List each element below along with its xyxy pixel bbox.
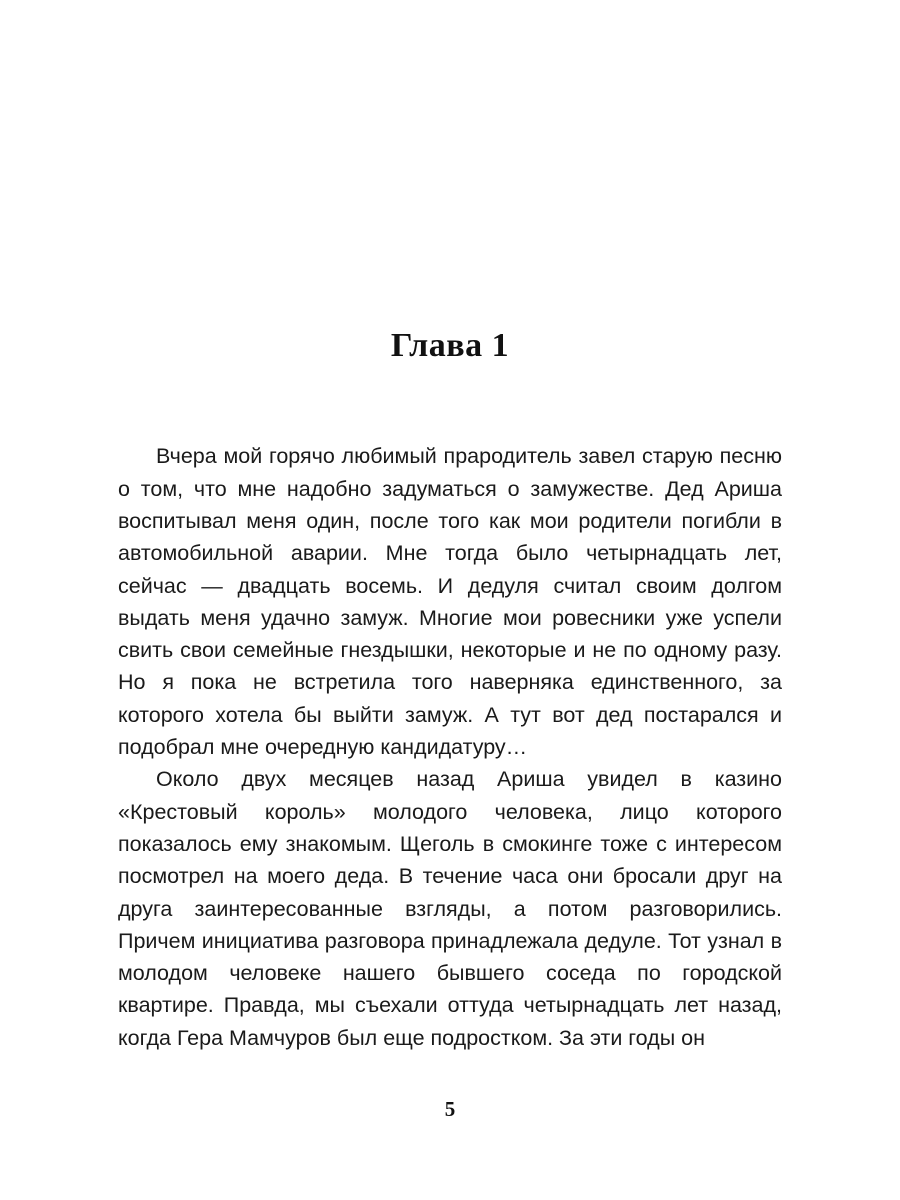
paragraph: Вчера мой горячо любимый прародитель завел старую песню о том, что мне надобно задуматься о замужестве. Дед Ариша воспитывал меня один, после того как мои родители погибли в автомобильной аварии. Мне тогда было четырнадцать лет, сейчас — двадцать восемь. И дедуля считал своим долгом выдать меня удачно замуж. Многие мои ровесники уже успели свить свои семейные гнездышки, некоторые и не по одному разу. Но я пока не встретила того наверняка единственного, за которого хотела бы выйти замуж. А тут вот дед постарался и подобрал мне очередную кандидатуру…	[118, 444, 782, 760]
page-number: 5	[444, 1097, 456, 1121]
paragraph-block	[118, 763, 782, 1054]
page-content	[118, 0, 782, 1200]
chapter-title: Глава 1	[390, 327, 510, 364]
paragraph-block	[118, 440, 782, 763]
paragraph: Около двух месяцев назад Ариша увидел в казино «Крестовый король» молодого человека, лицо которого показалось ему знакомым. Щеголь в смокинге тоже с интересом посмотрел на моего деда. В течение часа они бросали друг на друга заинтересованные взгляды, а потом разговорились. Причем инициатива разговора принадлежала дедуле. Тот узнал в молодом человеке нашего бывшего соседа по городской квартире. Правда, мы съехали оттуда четырнадцать лет назад, когда Гера Мамчуров был еще подростком. За эти годы он	[118, 767, 782, 1050]
